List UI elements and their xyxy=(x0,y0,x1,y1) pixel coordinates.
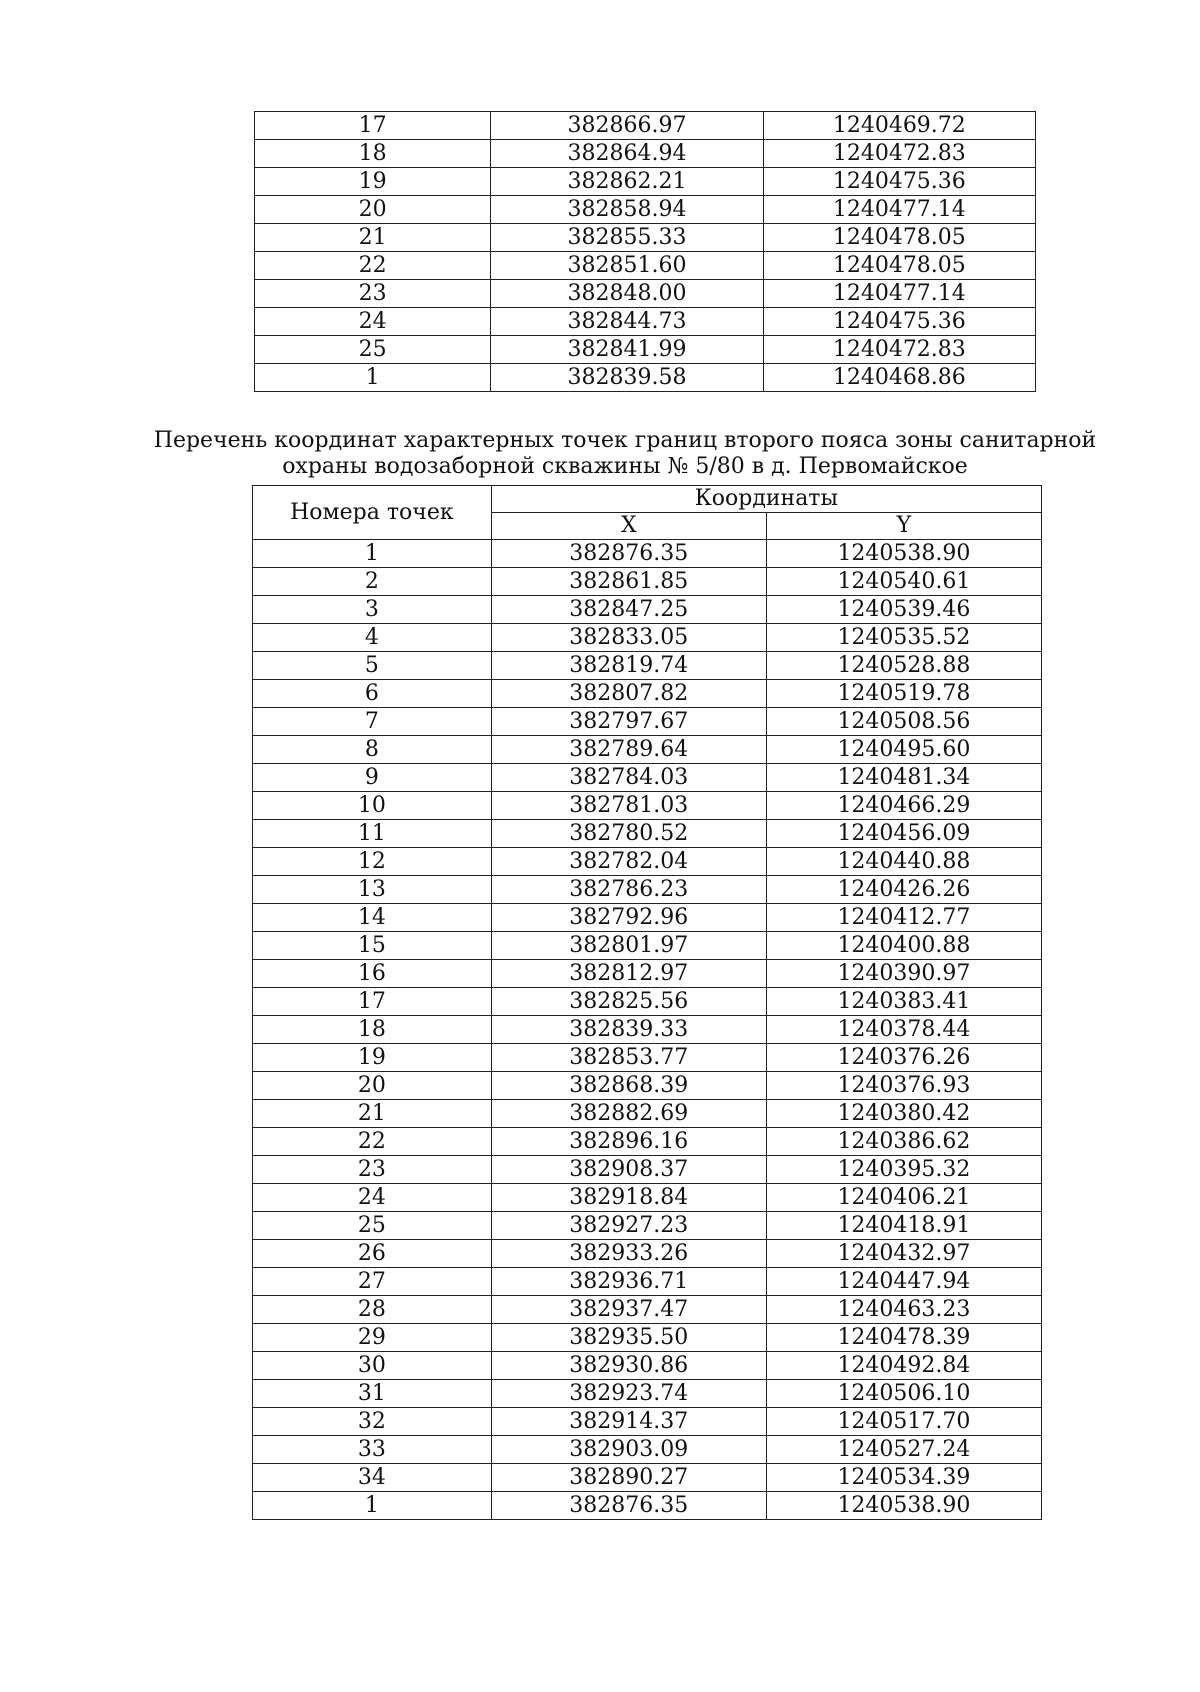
y-coordinate-cell: 1240383.41 xyxy=(766,988,1041,1016)
x-coordinate-cell: 382782.04 xyxy=(491,848,766,876)
table-row xyxy=(255,140,1036,168)
point-number-cell: 21 xyxy=(253,1100,492,1128)
table-row xyxy=(255,112,1036,140)
y-coordinate-cell: 1240495.60 xyxy=(766,736,1041,764)
point-number-cell: 27 xyxy=(253,1268,492,1296)
y-coordinate-cell: 1240517.70 xyxy=(766,1408,1041,1436)
x-coordinate-cell: 382866.97 xyxy=(491,112,763,140)
table-row xyxy=(253,1156,1042,1184)
table-row xyxy=(253,1296,1042,1324)
point-number-cell: 13 xyxy=(253,876,492,904)
x-coordinate-cell: 382841.99 xyxy=(491,336,763,364)
table-row xyxy=(253,1016,1042,1044)
x-coordinate-cell: 382864.94 xyxy=(491,140,763,168)
x-coordinate-cell: 382801.97 xyxy=(491,932,766,960)
x-coordinate-cell: 382786.23 xyxy=(491,876,766,904)
table-row xyxy=(253,764,1042,792)
point-number-cell: 25 xyxy=(253,1212,492,1240)
point-number-cell: 14 xyxy=(253,904,492,932)
y-coordinate-cell: 1240506.10 xyxy=(766,1380,1041,1408)
header-point-numbers: Номера точек xyxy=(253,486,492,540)
y-coordinate-cell: 1240426.26 xyxy=(766,876,1041,904)
table-row xyxy=(255,196,1036,224)
point-number-cell: 31 xyxy=(253,1380,492,1408)
y-coordinate-cell: 1240538.90 xyxy=(766,540,1041,568)
y-coordinate-cell: 1240481.34 xyxy=(766,764,1041,792)
y-coordinate-cell: 1240539.46 xyxy=(766,596,1041,624)
table-row xyxy=(253,1380,1042,1408)
point-number-cell: 30 xyxy=(253,1352,492,1380)
caption-line-1: Перечень координат характерных точек границ второго пояса зоны санитарной xyxy=(153,428,1097,453)
point-number-cell: 18 xyxy=(253,1016,492,1044)
y-coordinate-cell: 1240528.88 xyxy=(766,652,1041,680)
table-row xyxy=(253,680,1042,708)
table-row xyxy=(253,1352,1042,1380)
point-number-cell: 26 xyxy=(253,1240,492,1268)
header-x: X xyxy=(491,513,766,540)
table-row xyxy=(253,1128,1042,1156)
table-row xyxy=(253,596,1042,624)
table-row xyxy=(253,960,1042,988)
x-coordinate-cell: 382844.73 xyxy=(491,308,763,336)
point-number-cell: 23 xyxy=(253,1156,492,1184)
y-coordinate-cell: 1240475.36 xyxy=(763,168,1035,196)
point-number-cell: 18 xyxy=(255,140,491,168)
x-coordinate-cell: 382923.74 xyxy=(491,1380,766,1408)
point-number-cell: 2 xyxy=(253,568,492,596)
x-coordinate-cell: 382819.74 xyxy=(491,652,766,680)
point-number-cell: 15 xyxy=(253,932,492,960)
point-number-cell: 24 xyxy=(255,308,491,336)
x-coordinate-cell: 382839.33 xyxy=(491,1016,766,1044)
continued-coordinates-table xyxy=(254,111,1036,392)
table-row xyxy=(253,1268,1042,1296)
x-coordinate-cell: 382918.84 xyxy=(491,1184,766,1212)
x-coordinate-cell: 382812.97 xyxy=(491,960,766,988)
y-coordinate-cell: 1240478.05 xyxy=(763,252,1035,280)
point-number-cell: 28 xyxy=(253,1296,492,1324)
table-row xyxy=(253,1184,1042,1212)
y-coordinate-cell: 1240378.44 xyxy=(766,1016,1041,1044)
x-coordinate-cell: 382797.67 xyxy=(491,708,766,736)
x-coordinate-cell: 382825.56 xyxy=(491,988,766,1016)
table-row xyxy=(255,252,1036,280)
table-row xyxy=(253,736,1042,764)
table-row xyxy=(255,308,1036,336)
x-coordinate-cell: 382781.03 xyxy=(491,792,766,820)
x-coordinate-cell: 382908.37 xyxy=(491,1156,766,1184)
point-number-cell: 21 xyxy=(255,224,491,252)
x-coordinate-cell: 382851.60 xyxy=(491,252,763,280)
table-row xyxy=(253,708,1042,736)
table-row xyxy=(255,224,1036,252)
x-coordinate-cell: 382855.33 xyxy=(491,224,763,252)
y-coordinate-cell: 1240466.29 xyxy=(766,792,1041,820)
table-row xyxy=(253,820,1042,848)
y-coordinate-cell: 1240418.91 xyxy=(766,1212,1041,1240)
point-number-cell: 24 xyxy=(253,1184,492,1212)
point-number-cell: 8 xyxy=(253,736,492,764)
x-coordinate-cell: 382876.35 xyxy=(491,1492,766,1520)
y-coordinate-cell: 1240469.72 xyxy=(763,112,1035,140)
table-row xyxy=(253,540,1042,568)
y-coordinate-cell: 1240412.77 xyxy=(766,904,1041,932)
x-coordinate-cell: 382847.25 xyxy=(491,596,766,624)
y-coordinate-cell: 1240432.97 xyxy=(766,1240,1041,1268)
x-coordinate-cell: 382935.50 xyxy=(491,1324,766,1352)
y-coordinate-cell: 1240472.83 xyxy=(763,140,1035,168)
x-coordinate-cell: 382853.77 xyxy=(491,1044,766,1072)
point-number-cell: 9 xyxy=(253,764,492,792)
x-coordinate-cell: 382914.37 xyxy=(491,1408,766,1436)
point-number-cell: 22 xyxy=(255,252,491,280)
y-coordinate-cell: 1240478.05 xyxy=(763,224,1035,252)
x-coordinate-cell: 382789.64 xyxy=(491,736,766,764)
point-number-cell: 19 xyxy=(255,168,491,196)
x-coordinate-cell: 382833.05 xyxy=(491,624,766,652)
y-coordinate-cell: 1240456.09 xyxy=(766,820,1041,848)
x-coordinate-cell: 382903.09 xyxy=(491,1436,766,1464)
table-row xyxy=(253,1240,1042,1268)
y-coordinate-cell: 1240440.88 xyxy=(766,848,1041,876)
point-number-cell: 12 xyxy=(253,848,492,876)
point-number-cell: 11 xyxy=(253,820,492,848)
header-coordinates: Координаты xyxy=(491,486,1041,513)
point-number-cell: 29 xyxy=(253,1324,492,1352)
table-row xyxy=(253,1324,1042,1352)
point-number-cell: 16 xyxy=(253,960,492,988)
y-coordinate-cell: 1240508.56 xyxy=(766,708,1041,736)
point-number-cell: 1 xyxy=(253,540,492,568)
y-coordinate-cell: 1240463.23 xyxy=(766,1296,1041,1324)
table-row xyxy=(255,364,1036,392)
point-number-cell: 3 xyxy=(253,596,492,624)
x-coordinate-cell: 382807.82 xyxy=(491,680,766,708)
y-coordinate-cell: 1240472.83 xyxy=(763,336,1035,364)
table-row xyxy=(253,988,1042,1016)
table-row xyxy=(253,932,1042,960)
point-number-cell: 19 xyxy=(253,1044,492,1072)
table-row xyxy=(253,624,1042,652)
point-number-cell: 17 xyxy=(255,112,491,140)
point-number-cell: 10 xyxy=(253,792,492,820)
x-coordinate-cell: 382933.26 xyxy=(491,1240,766,1268)
y-coordinate-cell: 1240519.78 xyxy=(766,680,1041,708)
point-number-cell: 17 xyxy=(253,988,492,1016)
y-coordinate-cell: 1240376.93 xyxy=(766,1072,1041,1100)
x-coordinate-cell: 382927.23 xyxy=(491,1212,766,1240)
x-coordinate-cell: 382890.27 xyxy=(491,1464,766,1492)
point-number-cell: 33 xyxy=(253,1436,492,1464)
table-row xyxy=(253,848,1042,876)
y-coordinate-cell: 1240468.86 xyxy=(763,364,1035,392)
point-number-cell: 7 xyxy=(253,708,492,736)
second-zone-coordinates-table-body xyxy=(253,540,1042,1520)
point-number-cell: 20 xyxy=(255,196,491,224)
table-row xyxy=(255,168,1036,196)
y-coordinate-cell: 1240478.39 xyxy=(766,1324,1041,1352)
y-coordinate-cell: 1240538.90 xyxy=(766,1492,1041,1520)
table-row xyxy=(253,1464,1042,1492)
y-coordinate-cell: 1240527.24 xyxy=(766,1436,1041,1464)
y-coordinate-cell: 1240540.61 xyxy=(766,568,1041,596)
y-coordinate-cell: 1240380.42 xyxy=(766,1100,1041,1128)
table-row xyxy=(253,904,1042,932)
y-coordinate-cell: 1240492.84 xyxy=(766,1352,1041,1380)
x-coordinate-cell: 382780.52 xyxy=(491,820,766,848)
table-row xyxy=(253,1492,1042,1520)
x-coordinate-cell: 382882.69 xyxy=(491,1100,766,1128)
y-coordinate-cell: 1240386.62 xyxy=(766,1128,1041,1156)
table-row xyxy=(253,1044,1042,1072)
point-number-cell: 1 xyxy=(255,364,491,392)
table-row xyxy=(253,1408,1042,1436)
point-number-cell: 23 xyxy=(255,280,491,308)
x-coordinate-cell: 382936.71 xyxy=(491,1268,766,1296)
caption-line-2: охраны водозаборной скважины № 5/80 в д. Первомайское xyxy=(282,454,968,479)
x-coordinate-cell: 382876.35 xyxy=(491,540,766,568)
y-coordinate-cell: 1240406.21 xyxy=(766,1184,1041,1212)
x-coordinate-cell: 382868.39 xyxy=(491,1072,766,1100)
point-number-cell: 32 xyxy=(253,1408,492,1436)
table-row xyxy=(255,336,1036,364)
x-coordinate-cell: 382862.21 xyxy=(491,168,763,196)
x-coordinate-cell: 382848.00 xyxy=(491,280,763,308)
y-coordinate-cell: 1240535.52 xyxy=(766,624,1041,652)
table-row xyxy=(253,792,1042,820)
table-row xyxy=(253,1212,1042,1240)
continued-coordinates-table-body xyxy=(255,112,1036,392)
second-zone-coordinates-table xyxy=(252,485,1042,1520)
y-coordinate-cell: 1240400.88 xyxy=(766,932,1041,960)
header-y: Y xyxy=(766,513,1041,540)
y-coordinate-cell: 1240475.36 xyxy=(763,308,1035,336)
x-coordinate-cell: 382930.86 xyxy=(491,1352,766,1380)
x-coordinate-cell: 382937.47 xyxy=(491,1296,766,1324)
point-number-cell: 22 xyxy=(253,1128,492,1156)
table-row xyxy=(253,876,1042,904)
y-coordinate-cell: 1240477.14 xyxy=(763,280,1035,308)
table-header xyxy=(253,486,1042,540)
x-coordinate-cell: 382792.96 xyxy=(491,904,766,932)
table-row xyxy=(253,652,1042,680)
x-coordinate-cell: 382896.16 xyxy=(491,1128,766,1156)
table-row xyxy=(255,280,1036,308)
x-coordinate-cell: 382784.03 xyxy=(491,764,766,792)
x-coordinate-cell: 382839.58 xyxy=(491,364,763,392)
y-coordinate-cell: 1240477.14 xyxy=(763,196,1035,224)
point-number-cell: 6 xyxy=(253,680,492,708)
table-row xyxy=(253,568,1042,596)
point-number-cell: 1 xyxy=(253,1492,492,1520)
table-caption xyxy=(150,428,1100,480)
point-number-cell: 4 xyxy=(253,624,492,652)
table-row xyxy=(253,1436,1042,1464)
y-coordinate-cell: 1240390.97 xyxy=(766,960,1041,988)
x-coordinate-cell: 382861.85 xyxy=(491,568,766,596)
point-number-cell: 5 xyxy=(253,652,492,680)
x-coordinate-cell: 382858.94 xyxy=(491,196,763,224)
point-number-cell: 25 xyxy=(255,336,491,364)
table-row xyxy=(253,1072,1042,1100)
y-coordinate-cell: 1240534.39 xyxy=(766,1464,1041,1492)
y-coordinate-cell: 1240395.32 xyxy=(766,1156,1041,1184)
point-number-cell: 34 xyxy=(253,1464,492,1492)
y-coordinate-cell: 1240376.26 xyxy=(766,1044,1041,1072)
point-number-cell: 20 xyxy=(253,1072,492,1100)
table-row xyxy=(253,1100,1042,1128)
y-coordinate-cell: 1240447.94 xyxy=(766,1268,1041,1296)
